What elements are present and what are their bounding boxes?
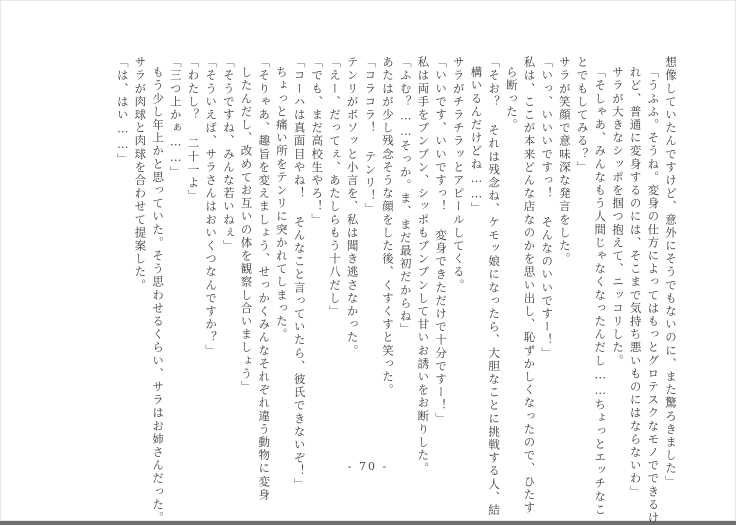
text-line: とでもしてみる？」: [575, 56, 590, 174]
text-line: 「は、はい……」: [115, 56, 130, 166]
page-number: - 70 -: [347, 460, 389, 473]
text-line: あたはが少し残念そうな顔をした後、くすくすと笑った。: [381, 56, 395, 397]
text-line: 「コラコラ！ テンリ！」: [363, 56, 378, 216]
text-line: サラが肉球と肉球を合わせて提案した。: [133, 56, 148, 292]
text-line: ちょっと痛い所をテンリに突かれてしまった。: [274, 66, 289, 342]
text-line: 想像していたんですけど、意外にそうでもないのに、また驚ろきました」: [664, 56, 678, 489]
text-line: 「でも、まだ高校生やろ！」: [310, 56, 325, 227]
text-line: れど、普通に変身するのには、そこまで気持ち悪いものにはならないわ」: [628, 66, 643, 499]
text-line: 「そういえば、サラさんはおいくつなんですか？」: [204, 56, 219, 358]
text-line: もう少し年上かと思っていた。そう思わせるくらい、サラはお姉さんだった。: [151, 66, 166, 525]
text-line: 「わたし？ 二十一よ」: [186, 56, 201, 203]
text-line: 「いいです、いいですっ！ 変身できただけで十分ですー！」: [434, 56, 449, 426]
text-line: サラが大きなシッポを掴つ抱えて、ニッコリした。: [610, 66, 625, 368]
text-line: 「いっ、いいいですっ！ そんなのいいですー！」: [540, 56, 555, 360]
text-line: 「ふむ？……そっか。ま、まだ最初だからね」: [398, 56, 413, 337]
text-line: したんだし、改めてお互いの体を観察し合いましょう」: [239, 66, 254, 394]
text-line: テンリがボソッと小言を、私は聞き逃さなかった。: [345, 56, 360, 358]
text-line: 「三つ上かぁ……」: [168, 56, 183, 179]
text-line: 「コーハは真面目やね！ そんなこと言っていたら、彼氏できないぞ！」: [292, 56, 307, 491]
text-line: サラがチラチラッとアピールしてくる。: [451, 56, 466, 292]
text-line: 「そうですね、みんな若いねぇ」: [221, 56, 236, 253]
text-line: 私は、ここが本来どんな店なのかを思い出し、恥ずかしくなったので、ひたす: [522, 56, 537, 515]
text-line: 構いるんだけどね……」: [469, 66, 484, 216]
text-line: 「そお？ それは残念ね、ケモッ娘になったら、大胆なことに挑戦する人、結: [487, 56, 502, 517]
text-line: 「うふふ。そうね。変身の仕方によってはもっとグロテスクなモノでできるけ: [646, 66, 661, 525]
text-line: 「そりゃあ、趣旨を変えましょう、せっかくみんなそれぞれ違う動物に変身: [257, 56, 272, 502]
text-line: 「えー、だってぇ、あたしらもう十八だし」: [327, 56, 342, 318]
text-line: 私は両手をブンブン、シッポもブンブンして甘いお誘いをお断りした。: [416, 56, 431, 476]
text-line: サラが笑顔で意味深な発言をした。: [557, 56, 572, 266]
text-line: ら断った。: [504, 66, 519, 132]
text-line: 「そしゃあ、みんなもう人間じゃなくなったんだし……ちょっとエッチなこ: [593, 66, 608, 517]
